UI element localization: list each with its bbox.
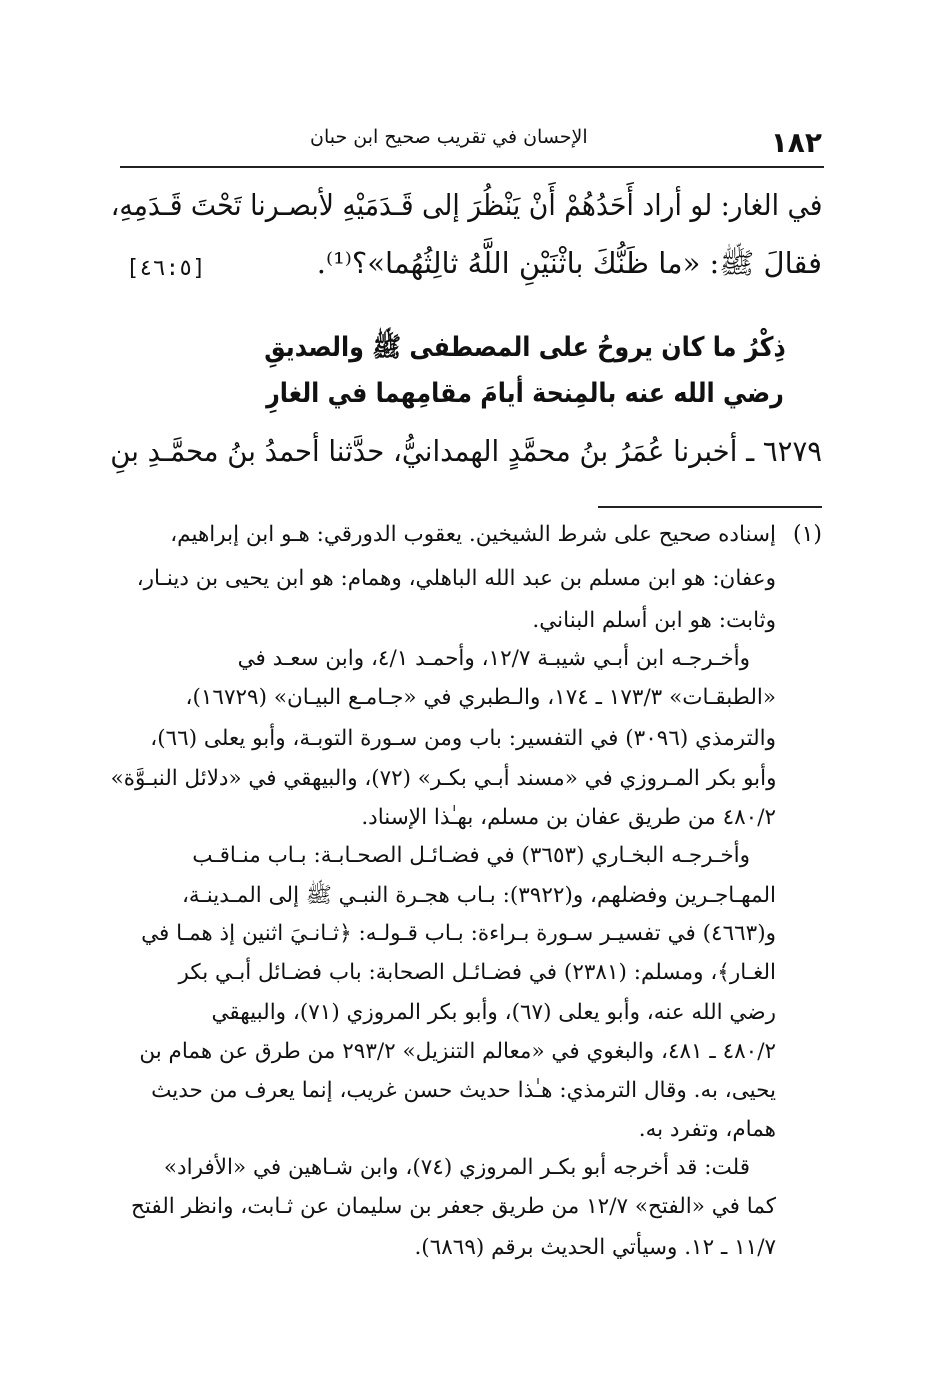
footnote-number: (١) [792, 522, 822, 547]
footnote-line: ٤٨٠/٢ ـ ٤٨١، والبغوي في «معالم التنزيل» ٢٩٣/٢ من طرق عن همام بن [139, 1039, 776, 1064]
footnote-line: يحيى، به. وقال الترمذي: هـٰذا حديث حسن غريب، إنما يعرف من حديث [151, 1078, 776, 1103]
footnote-line: و(٤٦٦٣) في تفسيـر سـورة بـراءة: بـاب قـولـه: ﴿ثـانـيَ اثنين إذ همـا في [141, 921, 776, 946]
header-rule [120, 166, 824, 168]
hadith-text: ٦٢٧٩ ـ أخبرنا عُمَرُ بنُ محمَّدٍ الهمدانيُّ، حدَّثنا أحمدُ بنُ محمَّـدِ بنِ [110, 434, 822, 468]
footnote-line: المهـاجـرين وفضلهم، و(٣٩٢٢): بـاب هجـرة النبـي ﷺ إلى المـدينـة، [181, 883, 776, 908]
footnote-line: الغـار﴾، ومسلم: (٢٣٨١) في فضـائـل الصحابة: باب فضـائل أبـي بكر [178, 960, 776, 985]
hadith-reference: [٤٦:٥] [126, 256, 206, 281]
footnote-line: وعفان: هو ابن مسلم بن عبد الله الباهلي، وهمام: هو ابن يحيى بن دينـار، [136, 566, 776, 591]
footnote-line: والترمذي (٣٠٩٦) في التفسير: باب ومن سـورة التوبـة، وأبو يعلى (٦٦)، [150, 726, 776, 751]
footnote-line: همام، وتفرد به. [638, 1117, 776, 1142]
footnote-line: وثابت: هو ابن أسلم البناني. [532, 608, 776, 633]
footnote-rule [598, 506, 822, 508]
body-line-2: فقالَ ﷺ: «ما ظَنُّكَ باثْنَيْنِ اللَّهُ ثالِثُهُما»؟⁽¹⁾. [316, 246, 822, 280]
footnote-line: ١١/٧ ـ ١٢. وسيأتي الحديث برقم (٦٨٦٩). [414, 1235, 776, 1260]
footnote-line: ٤٨٠/٢ من طريق عفان بن مسلم، بهـٰذا الإسناد. [361, 805, 776, 830]
footnote-line: قلت: قد أخرجه أبو بكـر المروزي (٧٤)، وابن شـاهين في «الأفراد» [163, 1155, 750, 1180]
footnote-line: كما في «الفتح» ١٢/٧ من طريق جعفر بن سليمان عن ثـابت، وانظر الفتح [131, 1194, 776, 1219]
footnote-line: «الطبقـات» ١٧٣/٣ ـ ١٧٤، والـطبري في «جـامـع البيـان» (١٦٧٢٩)، [185, 685, 776, 710]
chapter-heading-line-1: ذِكْرُ ما كان يروحُ على المصطفى ﷺ والصديقِ [264, 332, 786, 363]
footnote-line: إسناده صحيح على شرط الشيخين. يعقوب الدورقي: هـو ابن إبراهيم، [170, 522, 776, 547]
body-line-1: في الغار: لو أراد أَحَدُهُمْ أَنْ يَنْظُرَ إلى قَـدَمَيْهِ لأبصـرنا تَحْتَ قَـدَمِهِ، [110, 188, 822, 222]
running-title: الإحسان في تقريب صحيح ابن حبان [310, 126, 588, 148]
page-number: ١٨٢ [770, 126, 822, 159]
footnote-line: وأخـرجـه البخـاري (٣٦٥٣) في فضـائـل الصحـابـة: بـاب منـاقـب [192, 843, 750, 868]
footnote-line: رضي الله عنه، وأبو يعلى (٦٧)، وأبو بكر المروزي (٧١)، والبيهقي [211, 1000, 776, 1025]
footnote-line: وأخـرجـه ابن أبـي شيبـة ١٢/٧، وأحمـد ٤/١، وابن سعـد في [237, 646, 750, 671]
footnote-line: وأبو بكر المـروزي في «مسند أبـي بكـر» (٧٢)، والبيهقي في «دلائل النبـوَّة» [110, 766, 776, 791]
chapter-heading-line-2: رضي الله عنه بالمِنحة أيامَ مقامِهما في الغارِ [266, 378, 784, 409]
